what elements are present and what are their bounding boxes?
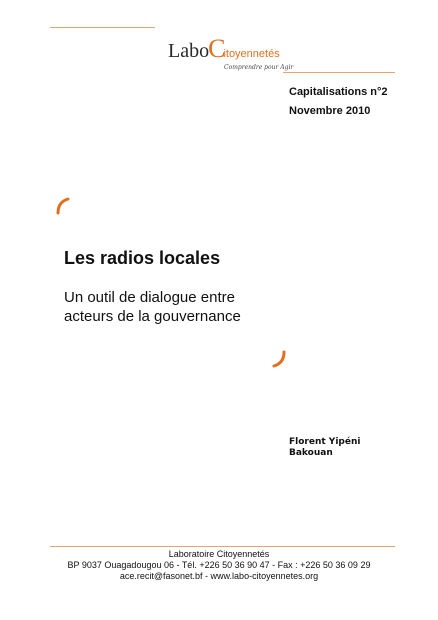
author-line-1: Florent Yipéni <box>289 437 361 447</box>
document-subtitle <box>64 288 241 326</box>
footer-address: BP 9037 Ouagadougou 06 - Tél. +226 50 36 90 47 - Fax : +226 50 36 09 29 <box>67 560 371 570</box>
logo-citoyennetes-text: itoyennetés <box>223 48 280 60</box>
footer-contact: ace.recit@fasonet.bf - www.labo-citoyennetes.org <box>119 571 319 581</box>
logo-labo-text: Labo <box>168 40 210 62</box>
footer-rule <box>50 546 395 547</box>
logo-c-letter: C <box>208 34 226 63</box>
publication-date: Novembre 2010 <box>289 105 371 117</box>
footer <box>0 549 438 582</box>
document-title: Les radios locales <box>64 248 221 268</box>
publication-info <box>289 83 388 121</box>
subtitle-line-1: Un outil de dialogue entre <box>64 289 235 306</box>
author-name <box>289 437 360 459</box>
series-label: Capitalisations n°2 <box>289 86 388 98</box>
top-right-rule <box>283 72 395 73</box>
logo-wordmark <box>168 36 280 62</box>
author-line-2: Bakouan <box>289 448 333 458</box>
logo-tagline: Comprendre pour Agir <box>224 64 294 71</box>
bottom-right-bracket-ornament <box>260 342 288 370</box>
subtitle-line-2: acteurs de la gouvernance <box>64 308 241 325</box>
top-left-rule <box>50 27 155 28</box>
labo-citoyennetes-logo <box>164 28 294 76</box>
footer-organization: Laboratoire Citoyennetés <box>168 549 270 559</box>
top-left-bracket-ornament <box>54 195 82 223</box>
